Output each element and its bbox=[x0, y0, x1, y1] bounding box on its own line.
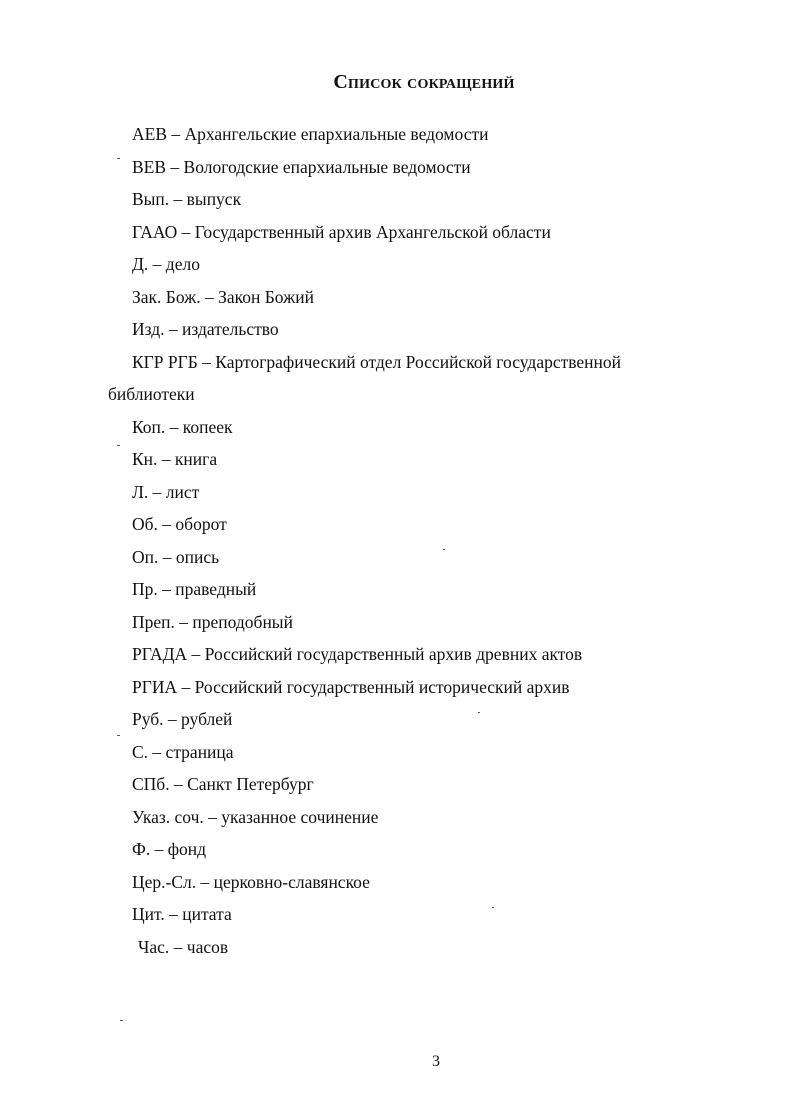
abbreviation-entry-tsit: Цит. – цитата bbox=[132, 904, 232, 924]
abbreviation-entry-chas: Час. – часов bbox=[138, 936, 229, 957]
scan-speck bbox=[443, 549, 445, 550]
abbreviation-entry-izd: Изд. – издательство bbox=[132, 319, 279, 339]
abbreviation-entry-kn: Кн. – книга bbox=[132, 449, 218, 469]
abbreviation-list bbox=[108, 118, 708, 963]
page-title bbox=[0, 68, 800, 96]
abbreviation-entry-rgada: РГАДА – Российский государственный архив древних актов bbox=[132, 644, 583, 664]
abbreviation-entry-d: Д. – дело bbox=[132, 254, 200, 274]
abbreviation-entry-zak-bozh: Зак. Бож. – Закон Божий bbox=[132, 286, 314, 307]
abbreviation-entry-ukaz-soch: Указ. соч. – указанное сочинение bbox=[132, 806, 379, 827]
abbreviation-entry-rub: Руб. – рублей bbox=[132, 709, 233, 729]
abbreviation-entry-vyp: Вып. – выпуск bbox=[132, 189, 242, 209]
abbreviation-entry-rgia: РГИА – Российский государственный исторический архив bbox=[132, 676, 570, 697]
abbreviation-entry-kgr-rgb: КГР РГБ – Картографический отдел Российской государственной bbox=[132, 351, 622, 372]
abbreviation-entry-vev: ВЕВ – Вологодские епархиальные ведомости bbox=[132, 156, 471, 177]
scan-speck bbox=[492, 907, 494, 908]
abbreviation-entry-prep: Преп. – преподобный bbox=[132, 611, 293, 632]
abbreviation-entry-ob: Об. – оборот bbox=[132, 514, 227, 534]
abbreviation-entry-pr: Пр. – праведный bbox=[132, 579, 257, 599]
scan-speck bbox=[120, 1020, 123, 1021]
scan-speck bbox=[117, 445, 120, 446]
abbreviation-entry-kgr-rgb-continuation: библиотеки bbox=[108, 384, 195, 404]
scan-speck bbox=[117, 158, 120, 159]
abbreviation-entry-kop: Коп. – копеек bbox=[132, 416, 233, 437]
abbreviation-entry-gaao: ГААО – Государственный архив Архангельской области bbox=[132, 221, 551, 242]
abbreviation-entry-spb: СПб. – Санкт Петербург bbox=[132, 774, 314, 794]
abbreviation-entry-s: С. – страница bbox=[132, 741, 234, 762]
scan-speck bbox=[478, 712, 480, 713]
abbreviation-entry-aev: АЕВ – Архангельские епархиальные ведомости bbox=[132, 124, 489, 144]
abbreviation-entry-op: Оп. – опись bbox=[132, 546, 220, 567]
abbreviation-entry-tser-sl: Цер.-Сл. – церковно-славянское bbox=[132, 871, 370, 892]
abbreviation-entry-l: Л. – лист bbox=[132, 481, 200, 502]
scan-speck bbox=[117, 735, 120, 736]
page-title-text: Список сокращений bbox=[333, 71, 515, 93]
abbreviation-entry-f: Ф. – фонд bbox=[132, 839, 207, 859]
page-number: 3 bbox=[432, 1053, 440, 1070]
